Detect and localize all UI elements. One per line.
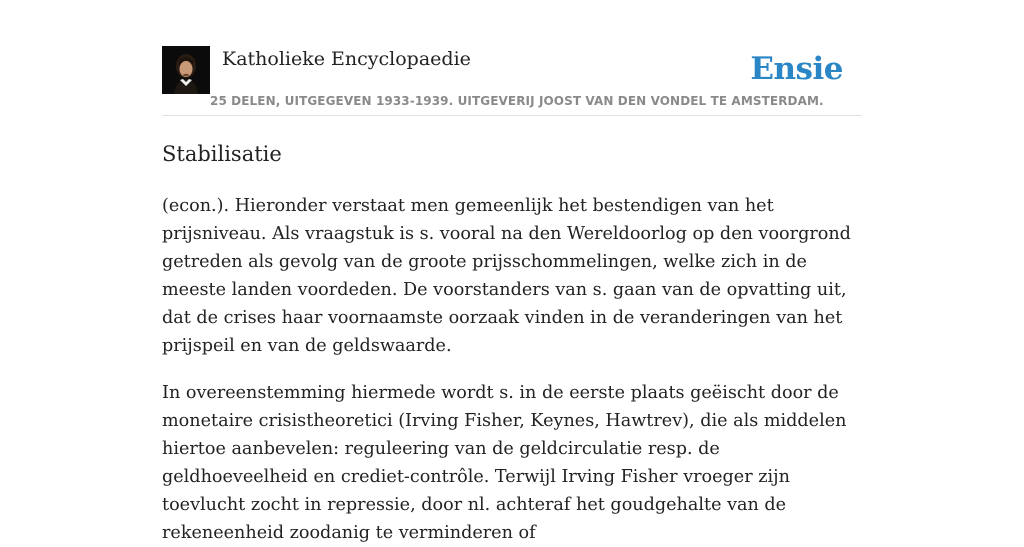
site-title[interactable]: Katholieke Encyclopaedie [222, 48, 471, 70]
portrait-illustration [162, 46, 210, 94]
article-paragraph-1: (econ.). Hieronder verstaat men gemeenlijk het bestendigen van het prijsniveau. Als vraagstuk is s. vooral na den Wereldoorlog op den voorgrond getreden als gevolg van de groote prijsschommelingen, welke zich in de meeste landen voordeden. De voorstanders van s. gaan van de opvatting uit, dat de crises haar voornaamste oorzaak vinden in de veranderingen van het prijspeil en van de geldswaarde. [162, 196, 851, 356]
site-header [162, 46, 862, 116]
ensie-logo[interactable]: Ensie [750, 51, 843, 87]
portrait-avatar-icon[interactable] [162, 46, 210, 94]
site-subtitle: 25 DELEN, UITGEGEVEN 1933-1939. UITGEVERIJ JOOST VAN DEN VONDEL TE AMSTERDAM. [210, 94, 824, 108]
article [162, 138, 868, 547]
article-paragraph-2: In overeenstemming hiermede wordt s. in de eerste plaats geëischt door de monetaire crisistheoretici (Irving Fisher, Keynes, Hawtrev), die als middelen hiertoe aanbevelen: reguleering van de geldcirculatie resp. de geldhoeveelheid en crediet-contrôle. Terwijl Irving Fisher vroeger zijn toevlucht zocht in repressie, door nl. achteraf het goudgehalte van de rekeneenheid zoodanig te verminderen of [162, 383, 847, 543]
article-title: Stabilisatie [162, 142, 282, 166]
